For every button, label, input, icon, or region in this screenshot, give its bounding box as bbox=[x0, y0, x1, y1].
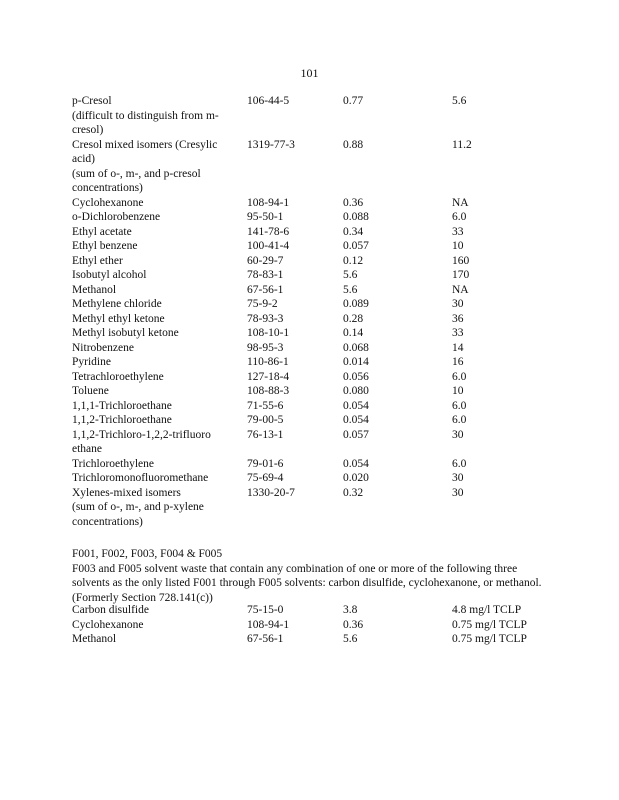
nonwastewater-value: 0.75 mg/l TCLP bbox=[452, 618, 527, 631]
constituent-name bbox=[72, 268, 244, 283]
nonwastewater-value: 5.6 bbox=[452, 95, 467, 107]
page-number: 101 bbox=[300, 66, 319, 80]
constituent-name-line: p-Cresol bbox=[72, 95, 112, 107]
cas-number: 108-10-1 bbox=[247, 327, 290, 339]
nonwastewater-value: 10 bbox=[452, 385, 464, 397]
cas-number: 67-56-1 bbox=[247, 633, 284, 645]
constituent-name-line: Nitrobenzene bbox=[72, 341, 134, 354]
constituent-name bbox=[72, 384, 244, 399]
table-row bbox=[0, 384, 619, 399]
table-row bbox=[0, 428, 619, 457]
constituent-name bbox=[72, 283, 244, 298]
table-row bbox=[0, 486, 619, 530]
nonwastewater-value: 6.0 bbox=[452, 414, 467, 426]
nonwastewater-value: 6.0 bbox=[452, 457, 467, 470]
wastewater-value: 0.054 bbox=[343, 457, 369, 470]
wastewater-value: 0.080 bbox=[343, 385, 369, 397]
cas-number: 71-55-6 bbox=[247, 399, 284, 412]
constituent-name bbox=[72, 341, 244, 356]
constituent-name-line: (sum of o-, m-, and p-cresol bbox=[72, 167, 201, 180]
wastewater-value: 0.88 bbox=[343, 138, 364, 151]
cas-number: 78-83-1 bbox=[247, 269, 284, 281]
wastewater-value: 0.089 bbox=[343, 298, 369, 310]
wastewater-value: 3.8 bbox=[343, 604, 358, 616]
constituent-name-line: Tetrachloroethylene bbox=[72, 370, 164, 383]
constituent-name-line: Ethyl ether bbox=[72, 254, 123, 267]
waste-code-section bbox=[72, 547, 552, 605]
constituent-name-line: o-Dichlorobenzene bbox=[72, 211, 161, 223]
constituent-name-line: Methyl ethyl ketone bbox=[72, 312, 165, 325]
wastewater-value: 0.054 bbox=[343, 399, 369, 412]
constituent-name-line: 1,1,2-Trichloro-1,2,2-trifluoro bbox=[72, 428, 211, 441]
constituent-name bbox=[72, 138, 244, 196]
wastewater-value: 0.14 bbox=[343, 327, 364, 339]
table-row bbox=[0, 457, 619, 472]
nonwastewater-value: 6.0 bbox=[452, 211, 467, 223]
nonwastewater-value: 10 bbox=[452, 240, 464, 252]
constituent-name bbox=[72, 254, 244, 269]
cas-number: 108-94-1 bbox=[247, 618, 290, 631]
nonwastewater-value: 4.8 mg/l TCLP bbox=[452, 604, 522, 616]
wastewater-value: 0.020 bbox=[343, 472, 369, 484]
constituent-name bbox=[72, 370, 244, 385]
constituent-name bbox=[72, 225, 244, 240]
wastewater-value: 0.068 bbox=[343, 341, 369, 354]
cas-number: 98-95-3 bbox=[247, 341, 284, 354]
constituent-name-line: 1,1,2-Trichloroethane bbox=[72, 414, 172, 426]
cas-number: 110-86-1 bbox=[247, 356, 289, 368]
constituent-name-line: Toluene bbox=[72, 385, 109, 397]
wastewater-value: 0.12 bbox=[343, 254, 364, 267]
cas-number: 79-00-5 bbox=[247, 414, 284, 426]
section-paragraph: F003 and F005 solvent waste that contain any combination of one or more of the following three solvents as the only listed F001 through F005 solvents: carbon disulfide, cyclohexanone, or methanol. (Formerly Section 728.141(c)) bbox=[72, 562, 542, 604]
cas-number: 106-44-5 bbox=[247, 95, 290, 107]
table-row bbox=[0, 297, 619, 312]
constituent-name-line: cresol) bbox=[72, 124, 104, 136]
cas-number: 60-29-7 bbox=[247, 254, 284, 267]
nonwastewater-value: NA bbox=[452, 283, 469, 296]
cas-number: 1330-20-7 bbox=[247, 486, 295, 499]
constituent-name-line: Pyridine bbox=[72, 356, 111, 368]
constituent-name-line: (sum of o-, m-, and p-xylene bbox=[72, 501, 204, 513]
constituent-name bbox=[72, 94, 244, 138]
cas-number: 76-13-1 bbox=[247, 428, 284, 441]
wastewater-value: 0.36 bbox=[343, 196, 364, 209]
cas-number: 75-15-0 bbox=[247, 604, 284, 616]
table-row bbox=[0, 603, 619, 618]
constituent-name bbox=[72, 457, 244, 472]
cas-number: 141-78-6 bbox=[247, 225, 290, 238]
constituent-name bbox=[72, 312, 244, 327]
constituent-name bbox=[72, 239, 244, 254]
nonwastewater-value: 33 bbox=[452, 225, 464, 238]
constituent-name: Carbon disulfide bbox=[72, 604, 149, 616]
nonwastewater-value: 30 bbox=[452, 428, 464, 441]
table-row bbox=[0, 632, 619, 647]
table-row bbox=[0, 413, 619, 428]
constituent-name bbox=[72, 297, 244, 312]
table-row bbox=[0, 283, 619, 298]
wastewater-value: 0.057 bbox=[343, 428, 369, 441]
wastewater-value: 5.6 bbox=[343, 283, 358, 296]
table-row bbox=[0, 326, 619, 341]
wastewater-value: 0.34 bbox=[343, 225, 364, 238]
table-row bbox=[0, 399, 619, 414]
wastewater-value: 0.77 bbox=[343, 95, 364, 107]
constituent-name bbox=[72, 428, 244, 457]
constituent-table bbox=[0, 94, 619, 529]
section-heading: F001, F002, F003, F004 & F005 bbox=[72, 548, 223, 560]
cas-number: 75-69-4 bbox=[247, 472, 284, 484]
nonwastewater-value: NA bbox=[452, 196, 469, 209]
table-row bbox=[0, 94, 619, 138]
constituent-name-line: Xylenes-mixed isomers bbox=[72, 486, 181, 499]
table-row bbox=[0, 210, 619, 225]
cas-number: 1319-77-3 bbox=[247, 138, 295, 151]
constituent-name: Cyclohexanone bbox=[72, 618, 144, 631]
nonwastewater-value: 0.75 mg/l TCLP bbox=[452, 633, 527, 645]
nonwastewater-value: 16 bbox=[452, 356, 464, 368]
constituent-name bbox=[72, 210, 244, 225]
wastewater-value: 0.057 bbox=[343, 240, 369, 252]
cas-number: 79-01-6 bbox=[247, 457, 284, 470]
constituent-name-line: concentrations) bbox=[72, 182, 143, 194]
cas-number: 108-88-3 bbox=[247, 385, 290, 397]
constituent-name: Methanol bbox=[72, 633, 117, 645]
constituent-name-line: Ethyl benzene bbox=[72, 240, 138, 252]
nonwastewater-value: 30 bbox=[452, 486, 464, 499]
table-row bbox=[0, 341, 619, 356]
wastewater-value: 0.36 bbox=[343, 618, 364, 631]
nonwastewater-value: 36 bbox=[452, 312, 464, 325]
constituent-name bbox=[72, 413, 244, 428]
nonwastewater-value: 33 bbox=[452, 327, 464, 339]
nonwastewater-value: 6.0 bbox=[452, 370, 467, 383]
table-row bbox=[0, 471, 619, 486]
wastewater-value: 0.28 bbox=[343, 312, 364, 325]
table-row bbox=[0, 618, 619, 633]
table-row bbox=[0, 225, 619, 240]
constituent-name-line: Methylene chloride bbox=[72, 298, 162, 310]
table-row bbox=[0, 370, 619, 385]
constituent-name-line: Trichloroethylene bbox=[72, 457, 154, 470]
constituent-name-line: (difficult to distinguish from m- bbox=[72, 109, 219, 122]
nonwastewater-value: 6.0 bbox=[452, 399, 467, 412]
nonwastewater-value: 160 bbox=[452, 254, 470, 267]
cas-number: 75-9-2 bbox=[247, 298, 278, 310]
cas-number: 108-94-1 bbox=[247, 196, 290, 209]
constituent-name-line: acid) bbox=[72, 153, 95, 165]
constituent-name-line: 1,1,1-Trichloroethane bbox=[72, 399, 172, 412]
constituent-name-line: Trichloromonofluoromethane bbox=[72, 472, 209, 484]
cas-number: 67-56-1 bbox=[247, 283, 284, 296]
table-row bbox=[0, 196, 619, 211]
constituent-name-line: Methanol bbox=[72, 283, 117, 296]
constituent-name bbox=[72, 196, 244, 211]
nonwastewater-value: 30 bbox=[452, 298, 464, 310]
table-row bbox=[0, 312, 619, 327]
constituent-name bbox=[72, 355, 244, 370]
constituent-name bbox=[72, 326, 244, 341]
constituent-name bbox=[72, 471, 244, 486]
constituent-name bbox=[72, 486, 244, 530]
constituent-name-line: Methyl isobutyl ketone bbox=[72, 327, 179, 339]
constituent-name-line: concentrations) bbox=[72, 515, 143, 528]
nonwastewater-value: 14 bbox=[452, 341, 464, 354]
wastewater-value: 0.056 bbox=[343, 370, 369, 383]
cas-number: 78-93-3 bbox=[247, 312, 284, 325]
table-row bbox=[0, 355, 619, 370]
cas-number: 95-50-1 bbox=[247, 211, 284, 223]
wastewater-value: 0.054 bbox=[343, 414, 369, 426]
nonwastewater-value: 30 bbox=[452, 472, 464, 484]
constituent-name-line: ethane bbox=[72, 443, 103, 455]
constituent-name bbox=[72, 399, 244, 414]
table-row bbox=[0, 254, 619, 269]
constituent-name-line: Cyclohexanone bbox=[72, 196, 144, 209]
constituent-name-line: Ethyl acetate bbox=[72, 225, 132, 238]
cas-number: 127-18-4 bbox=[247, 370, 290, 383]
wastewater-value: 5.6 bbox=[343, 269, 358, 281]
table-row bbox=[0, 268, 619, 283]
cas-number: 100-41-4 bbox=[247, 240, 290, 252]
wastewater-value: 0.32 bbox=[343, 486, 364, 499]
constituent-name-line: Cresol mixed isomers (Cresylic bbox=[72, 138, 218, 151]
table-row bbox=[0, 138, 619, 196]
table-row bbox=[0, 239, 619, 254]
wastewater-value: 5.6 bbox=[343, 633, 358, 645]
nonwastewater-value: 170 bbox=[452, 269, 470, 281]
nonwastewater-value: 11.2 bbox=[452, 138, 472, 151]
wastewater-value: 0.088 bbox=[343, 211, 369, 223]
wastewater-value: 0.014 bbox=[343, 356, 369, 368]
spent-solvent-table bbox=[0, 603, 619, 647]
constituent-name-line: Isobutyl alcohol bbox=[72, 269, 147, 281]
